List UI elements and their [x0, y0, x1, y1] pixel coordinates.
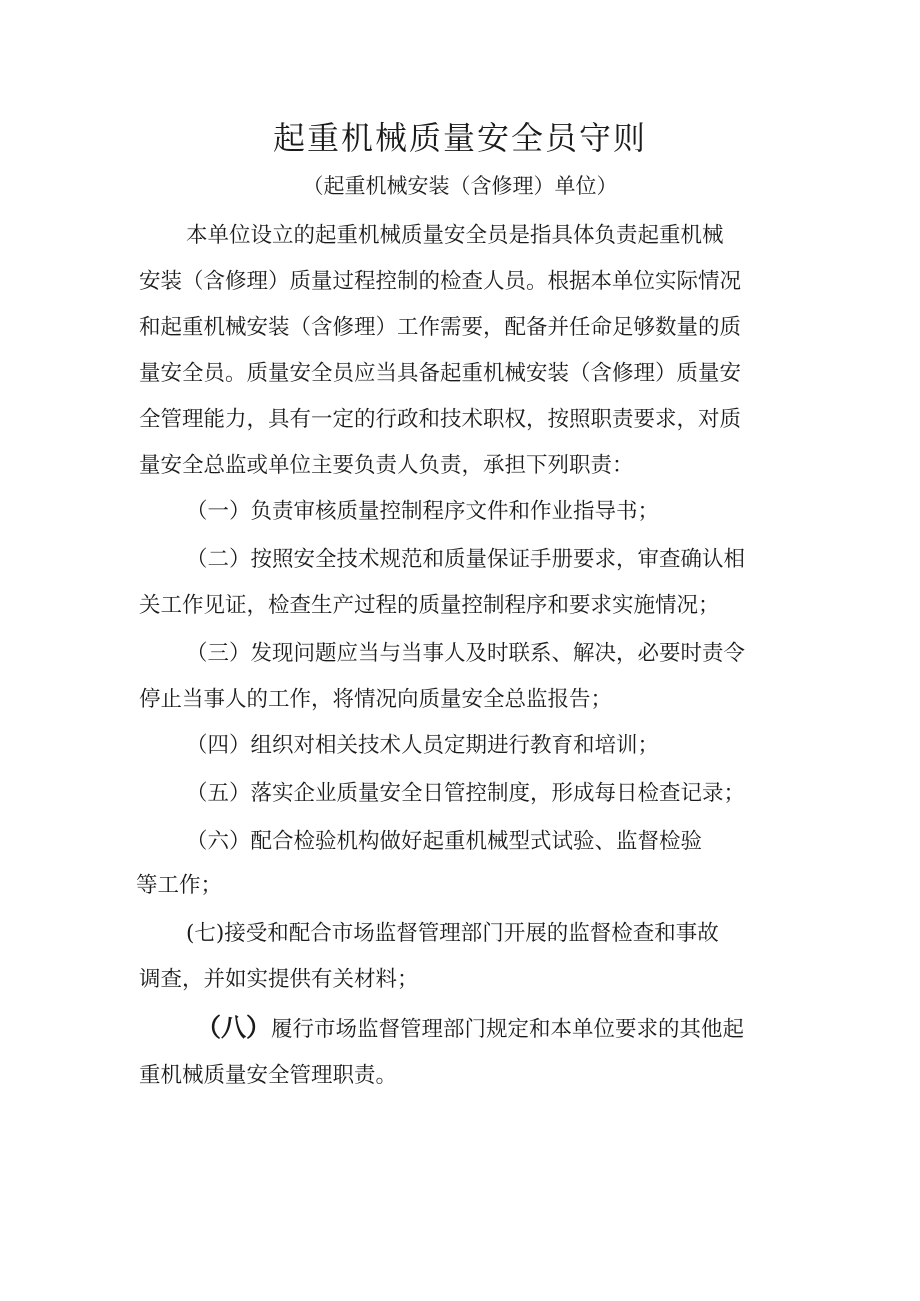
intro-line: 量安全员。质量安全员应当具备起重机械安装（含修理）质量安	[139, 361, 742, 386]
document-title: 起重机械质量安全员守则	[272, 119, 647, 157]
intro-line: 量安全总监或单位主要负责人负责，承担下列职责：	[139, 453, 634, 478]
duty-item-6: （六）配合检验机构做好起重机械型式试验、监督检验	[186, 829, 703, 854]
duty-item-7: (七)接受和配合市场监督管理部门开展的监督检查和事故	[186, 921, 719, 946]
intro-line: 全管理能力，具有一定的行政和技术职权，按照职责要求，对质	[139, 407, 742, 432]
duty-item-6-cont: 等工作；	[136, 873, 223, 898]
duty-item-3: （三）发现问题应当与当事人及时联系、解决，必要时责令	[186, 641, 746, 666]
duty-item-5: （五）落实企业质量安全日管控制度，形成每日检查记录；	[186, 781, 746, 806]
duty-item-8-marker: （八）	[196, 1013, 272, 1042]
intro-line: 安装（含修理）质量过程控制的检查人员。根据本单位实际情况	[139, 269, 742, 294]
duty-item-8	[196, 1010, 744, 1048]
duty-item-3-cont: 停止当事人的工作，将情况向质量安全总监报告；	[139, 687, 613, 712]
intro-line: 和起重机械安装（含修理）工作需要，配备并任命足够数量的质	[139, 315, 742, 340]
duty-item-8-cont: 重机械质量安全管理职责。	[139, 1063, 398, 1088]
duty-item-8-text: 履行市场监督管理部门规定和本单位要求的其他起	[271, 1017, 745, 1042]
duty-item-2: （二）按照安全技术规范和质量保证手册要求，审查确认相	[186, 547, 746, 572]
duty-item-4: （四）组织对相关技术人员定期进行教育和培训；	[186, 733, 660, 758]
intro-line: 本单位设立的起重机械质量安全员是指具体负责起重机械	[186, 223, 724, 248]
document-subtitle: （起重机械安装（含修理）单位）	[302, 174, 618, 198]
duty-item-7-cont: 调查，并如实提供有关材料；	[139, 967, 419, 992]
duty-item-1: （一）负责审核质量控制程序文件和作业指导书；	[186, 499, 660, 524]
duty-item-2-cont: 关工作见证，检查生产过程的质量控制程序和要求实施情况；	[139, 593, 720, 618]
